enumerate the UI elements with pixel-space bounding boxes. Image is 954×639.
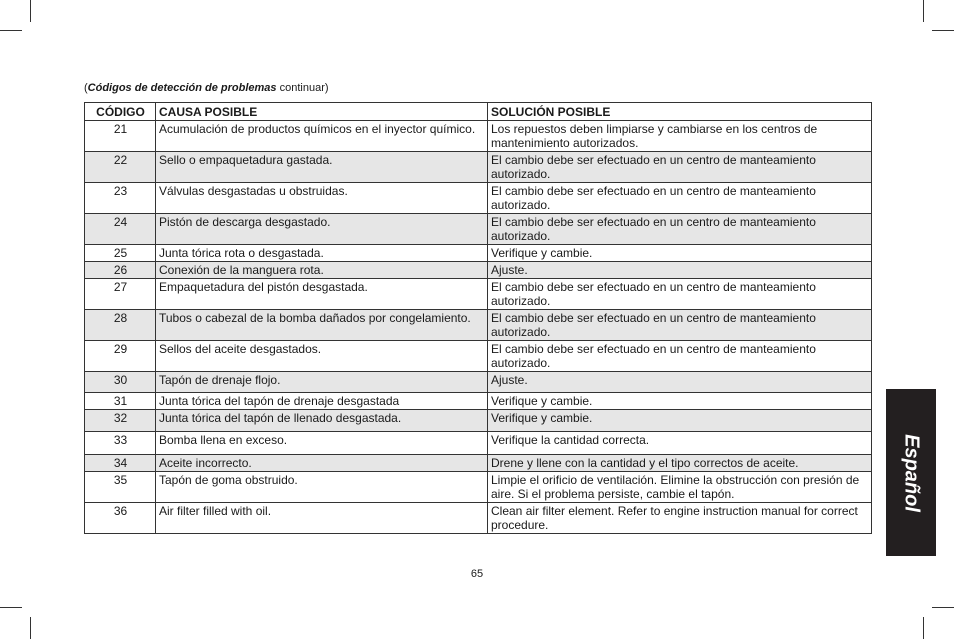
solution-cell: Ajuste.: [488, 372, 872, 393]
page-number: 65: [470, 568, 484, 580]
table-row: [85, 372, 872, 393]
crop-mark: [923, 0, 924, 22]
cause-cell: Empaquetadura del pistón desgastada.: [156, 279, 488, 310]
table-row: [85, 245, 872, 262]
crop-mark: [932, 30, 954, 31]
table-row: [85, 310, 872, 341]
code-cell: 31: [85, 393, 156, 410]
cause-cell: Tapón de goma obstruido.: [156, 472, 488, 503]
solution-cell: Verifique y cambie.: [488, 245, 872, 262]
table-caption: [84, 81, 329, 95]
table-row: [85, 214, 872, 245]
solution-cell: Ajuste.: [488, 262, 872, 279]
code-cell: 24: [85, 214, 156, 245]
cause-cell: Sellos del aceite desgastados.: [156, 341, 488, 372]
solution-cell: Clean air filter element. Refer to engine instruction manual for correct procedure.: [488, 503, 872, 534]
code-cell: 34: [85, 455, 156, 472]
code-cell: 25: [85, 245, 156, 262]
caption-title: Códigos de detección de problemas: [87, 82, 277, 94]
crop-mark: [30, 617, 31, 639]
table-row: [85, 341, 872, 372]
solution-cell: El cambio debe ser efectuado en un centro de manteamiento autorizado.: [488, 183, 872, 214]
language-side-tab: [886, 389, 936, 556]
code-cell: 22: [85, 152, 156, 183]
table-row: [85, 279, 872, 310]
cause-cell: Tubos o cabezal de la bomba dañados por congelamiento.: [156, 310, 488, 341]
cause-cell: Bomba llena en exceso.: [156, 432, 488, 455]
troubleshooting-table: [84, 102, 872, 534]
solution-cell: El cambio debe ser efectuado en un centro de manteamiento autorizado.: [488, 279, 872, 310]
solution-cell: Drene y llene con la cantidad y el tipo correctos de aceite.: [488, 455, 872, 472]
header-solution: SOLUCIÓN POSIBLE: [488, 103, 872, 121]
crop-mark: [30, 0, 31, 22]
cause-cell: Aceite incorrecto.: [156, 455, 488, 472]
table-header-row: [85, 103, 872, 121]
solution-cell: El cambio debe ser efectuado en un centro de manteamiento autorizado.: [488, 310, 872, 341]
cause-cell: Conexión de la manguera rota.: [156, 262, 488, 279]
code-cell: 27: [85, 279, 156, 310]
header-cause: CAUSA POSIBLE: [156, 103, 488, 121]
cause-cell: Tapón de drenaje flojo.: [156, 372, 488, 393]
code-cell: 33: [85, 432, 156, 455]
solution-cell: El cambio debe ser efectuado en un centro de manteamiento autorizado.: [488, 152, 872, 183]
code-cell: 30: [85, 372, 156, 393]
table-row: [85, 472, 872, 503]
crop-mark: [0, 607, 22, 608]
table-row: [85, 393, 872, 410]
table-row: [85, 262, 872, 279]
table-row: [85, 432, 872, 455]
table-row: [85, 455, 872, 472]
table-row: [85, 121, 872, 152]
crop-mark: [923, 617, 924, 639]
cause-cell: Válvulas desgastadas u obstruidas.: [156, 183, 488, 214]
code-cell: 36: [85, 503, 156, 534]
language-label: Español: [900, 433, 923, 512]
code-cell: 28: [85, 310, 156, 341]
code-cell: 21: [85, 121, 156, 152]
solution-cell: El cambio debe ser efectuado en un centro de manteamiento autorizado.: [488, 214, 872, 245]
table-row: [85, 152, 872, 183]
solution-cell: Verifique la cantidad correcta.: [488, 432, 872, 455]
solution-cell: Limpie el orificio de ventilación. Elimine la obstrucción con presión de aire. Si el problema persiste, cambie el tapón.: [488, 472, 872, 503]
table-row: [85, 410, 872, 432]
cause-cell: Pistón de descarga desgastado.: [156, 214, 488, 245]
code-cell: 32: [85, 410, 156, 432]
cause-cell: Junta tórica del tapón de llenado desgastada.: [156, 410, 488, 432]
cause-cell: Air filter filled with oil.: [156, 503, 488, 534]
table-row: [85, 183, 872, 214]
header-code: CÓDIGO: [85, 103, 156, 121]
crop-mark: [0, 30, 22, 31]
solution-cell: Los repuestos deben limpiarse y cambiarse en los centros de mantenimiento autorizados.: [488, 121, 872, 152]
cause-cell: Junta tórica del tapón de drenaje desgastada: [156, 393, 488, 410]
table-row: [85, 503, 872, 534]
solution-cell: Verifique y cambie.: [488, 393, 872, 410]
cause-cell: Sello o empaquetadura gastada.: [156, 152, 488, 183]
solution-cell: Verifique y cambie.: [488, 410, 872, 432]
caption-open-paren: (: [84, 82, 88, 94]
crop-mark: [932, 607, 954, 608]
code-cell: 23: [85, 183, 156, 214]
cause-cell: Acumulación de productos químicos en el inyector químico.: [156, 121, 488, 152]
caption-suffix: continuar): [276, 82, 329, 94]
solution-cell: El cambio debe ser efectuado en un centro de manteamiento autorizado.: [488, 341, 872, 372]
cause-cell: Junta tórica rota o desgastada.: [156, 245, 488, 262]
code-cell: 29: [85, 341, 156, 372]
code-cell: 35: [85, 472, 156, 503]
code-cell: 26: [85, 262, 156, 279]
